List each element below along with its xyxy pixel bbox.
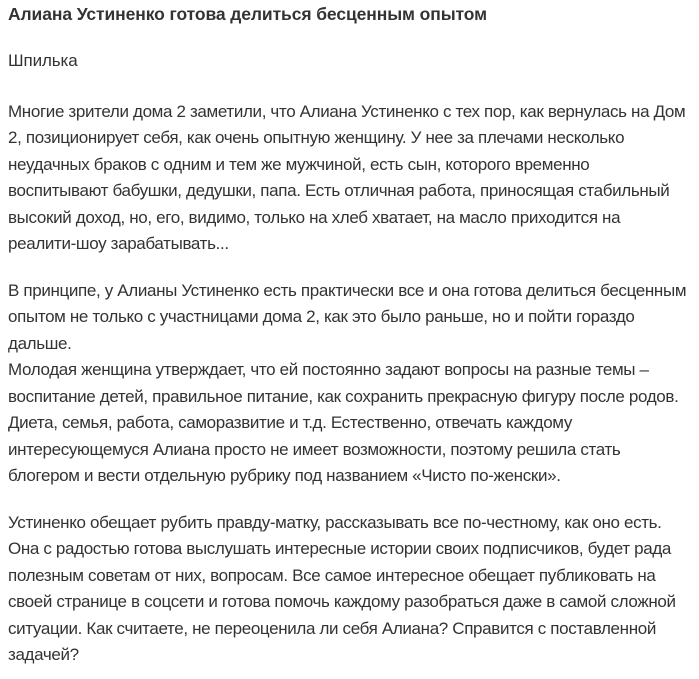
article-source: Шпилька	[8, 51, 78, 70]
article-paragraph-4: Устиненко обещает рубить правду-матку, рассказывать все по-честному, как оно есть. Она с радостью готова выслушать интересные истории своих подписчиков, будет рада полезным советам от них, вопросам. Все самое интересное обещает публиковать на своей странице в соцсети и готова помочь каждому разобраться даже в самой сложной ситуации. Как считаете, не переоценила ли себя Алиана? Справится с поставленной задачей?	[8, 512, 676, 664]
article-paragraph-1: Многие зрители дома 2 заметили, что Алиана Устиненко с тех пор, как вернулась на Дом 2, позиционирует себя, как очень опытную женщину. У нее за плечами несколько неудачных браков с одним и тем же мужчиной, есть сын, которого временно воспитывают бабушки, дедушки, папа. Есть отличная работа, приносящая стабильный высокий доход, но, его, видимо, только на хлеб хватает, на масло приходится на реалити-шоу зарабатывать...	[8, 101, 686, 253]
article-paragraph-3: Молодая женщина утверждает, что ей постоянно задают вопросы на разные темы – воспитание детей, правильное питание, как сохранить прекрасную фигуру после родов. Диета, семья, работа, саморазвитие и т.д. Естественно, отвечать каждому интересующемуся Алиана просто не имеет возможности, поэтому решила стать блогером и вести отдельную рубрику под названием «Чисто по-женски».	[8, 360, 679, 485]
article-paragraph-2: В принципе, у Алианы Устиненко есть практически все и она готова делиться бесценным опытом не только с участницами дома 2, как это было раньше, но и пойти гораздо дальше.	[8, 280, 687, 353]
article-title: Алиана Устиненко готова делиться бесценным опытом	[8, 4, 487, 24]
